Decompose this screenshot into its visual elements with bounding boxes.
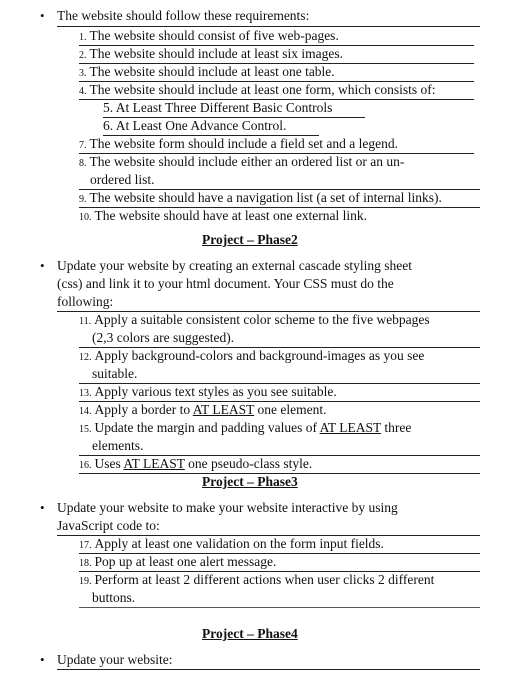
phase3-intro-line: JavaScript code to: [57,518,160,533]
phase3-heading: Project – Phase3 [202,474,298,489]
requirements-intro: The website should follow these requirements: [57,8,310,23]
list-item: 19. Perform at least 2 different actions when user clicks 2 different [79,572,435,587]
bullet-icon: • [40,8,45,23]
list-item-continuation: (2,3 colors are suggested). [92,330,235,345]
list-item: 16. Uses AT LEAST one pseudo-class style. [79,456,313,471]
list-item: 4. The website should include at least one form, which consists of: [79,82,436,97]
bullet-icon: • [40,258,45,273]
list-item-continuation: suitable. [92,366,138,381]
list-item: 3. The website should include at least one table. [79,64,335,79]
list-item-continuation: ordered list. [90,172,155,187]
phase3-intro-line: Update your website to make your website interactive by using [57,500,398,515]
phase2-intro-line: following: [57,294,114,309]
bullet-icon: • [40,500,45,515]
list-item: 10. The website should have at least one external link. [79,208,368,223]
list-item: 17. Apply at least one validation on the form input fields. [79,536,384,551]
list-item: 6. At Least One Advance Control. [103,118,287,133]
list-item: 9. The website should have a navigation list (a set of internal links). [79,190,442,205]
list-item: 15. Update the margin and padding values of AT LEAST three [79,420,412,435]
underline-rule [57,26,480,27]
underline-rule [57,669,480,670]
list-item: 8. The website should include either an ordered list or an un- [79,154,405,169]
phase2-intro-line: (css) and link it to your html document. Your CSS must do the [57,276,394,291]
list-item: 5. At Least Three Different Basic Controls [103,100,333,115]
bullet-icon: • [40,652,45,667]
list-item: 2. The website should include at least six images. [79,46,343,61]
underline-rule [79,607,480,608]
list-item: 11. Apply a suitable consistent color scheme to the five webpages [79,312,430,327]
phase4-intro: Update your website: [57,652,173,667]
list-item: 14. Apply a border to AT LEAST one element. [79,402,327,417]
list-item: 12. Apply background-colors and background-images as you see [79,348,425,363]
list-item: 1. The website should consist of five web-pages. [79,28,339,43]
list-item-continuation: buttons. [92,590,136,605]
phase2-intro-line: Update your website by creating an external cascade styling sheet [57,258,412,273]
list-item: 13. Apply various text styles as you see suitable. [79,384,337,399]
phase2-heading: Project – Phase2 [202,232,298,247]
list-item: 18. Pop up at least one alert message. [79,554,277,569]
phase4-heading: Project – Phase4 [202,626,298,641]
list-item-continuation: elements. [92,438,144,453]
list-item: 7. The website form should include a field set and a legend. [79,136,399,151]
